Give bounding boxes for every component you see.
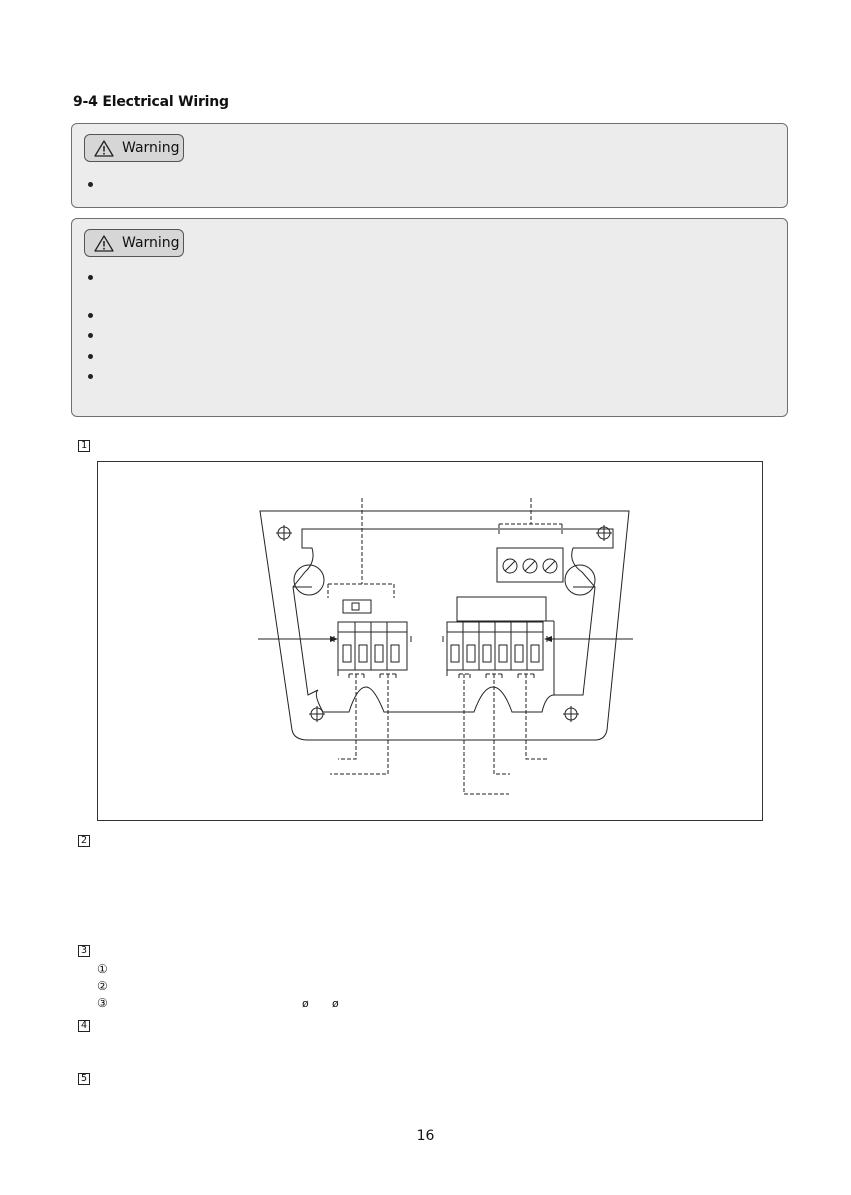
step-marker-5: 5 — [78, 1073, 90, 1085]
mounting-hole-icon — [276, 525, 292, 541]
bullet — [88, 182, 93, 187]
mounting-hole-icon — [563, 706, 579, 722]
terminal-connector-right — [443, 622, 547, 670]
dip-switch — [343, 600, 371, 613]
step-marker-1: 1 — [78, 440, 90, 452]
boss-right — [565, 565, 595, 595]
step-marker-2: 2 — [78, 835, 90, 847]
bullet — [88, 354, 93, 359]
sub-item-marker-2: ② — [97, 979, 108, 993]
bullet — [88, 313, 93, 318]
mounting-hole-icon — [596, 525, 612, 541]
terminal-connector-left — [334, 622, 411, 670]
wiring-diagram-frame — [97, 461, 763, 821]
warning-badge-label: Warning — [122, 140, 180, 156]
bullet — [88, 333, 93, 338]
warning-box-1 — [71, 123, 788, 208]
warning-triangle-icon — [94, 235, 114, 252]
terminal-block-diagram — [98, 462, 762, 820]
leader-left-b — [330, 674, 396, 774]
page-number: 16 — [416, 1128, 435, 1144]
bullet — [88, 374, 93, 379]
housing-outline — [260, 511, 629, 740]
leader-dip-switch — [328, 498, 394, 598]
bullet — [88, 275, 93, 280]
warning-badge — [84, 229, 184, 257]
warning-badge — [84, 134, 184, 162]
warning-badge-label: Warning — [122, 235, 180, 251]
sub-item-marker-3: ③ — [97, 996, 108, 1010]
warning-triangle-icon — [94, 140, 114, 157]
housing-cavity — [293, 529, 613, 712]
mounting-hole-icon — [309, 706, 325, 722]
sub-item-marker-1: ① — [97, 962, 108, 976]
diameter-symbol: ø — [302, 997, 309, 1010]
leader-right-c — [518, 674, 547, 759]
section-title: 9-4 Electrical Wiring — [73, 94, 229, 110]
screw-terminal-block — [497, 548, 563, 582]
diameter-symbol: ø — [332, 997, 339, 1010]
step-marker-3: 3 — [78, 945, 90, 957]
leader-left-a — [338, 674, 364, 759]
warning-box-2 — [71, 218, 788, 417]
relay-module — [457, 597, 546, 621]
step-marker-4: 4 — [78, 1020, 90, 1032]
